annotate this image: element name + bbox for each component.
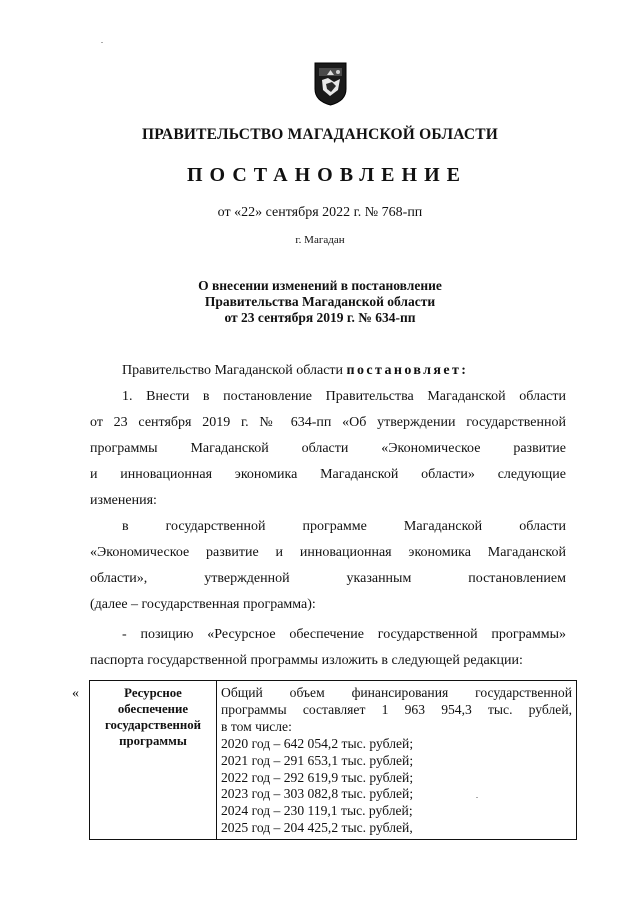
intro-text: Правительство Магаданской области <box>122 363 344 378</box>
paragraph-line: изменения: <box>90 493 157 508</box>
document-subject <box>0 278 640 326</box>
year-funding-line: 2020 год – 642 054,2 тыс. рублей; <box>221 735 414 751</box>
document-type: ПОСТАНОВЛЕНИЕ <box>187 164 467 186</box>
paragraph-line: в государственной программе Магаданской области <box>122 519 566 534</box>
issue-city: г. Магадан <box>295 234 345 246</box>
scan-speck <box>476 797 478 798</box>
paragraph-line: от 23 сентября 2019 г. № 634-пп «Об утверждении государственной <box>90 415 566 430</box>
document-date-number: от «22» сентября 2022 г. № 768-пп <box>217 205 423 220</box>
intro-paragraph <box>122 358 566 384</box>
year-funding-line: 2025 год – 204 425,2 тыс. рублей, <box>221 820 413 836</box>
paragraph-line: программы Магаданской области «Экономическое развитие <box>90 441 566 456</box>
magadan-coat-of-arms-icon <box>314 62 347 106</box>
paragraph-line: и инновационная экономика Магаданской области» следующие <box>90 467 566 482</box>
subject-line: О внесении изменений в постановление <box>198 278 442 293</box>
paragraph-line: паспорта государственной программы изложить в следующей редакции: <box>90 653 523 668</box>
clause-paragraph <box>90 514 566 618</box>
subject-line: от 23 сентября 2019 г. № 634-пп <box>224 310 416 325</box>
item-1-paragraph <box>90 384 566 514</box>
subject-line: Правительства Магаданской области <box>204 294 436 309</box>
resource-intro-line: программы составляет 1 963 954,3 тыс. рублей, <box>221 701 572 717</box>
paragraph-line: (далее – государственная программа): <box>90 597 316 612</box>
organization-name: ПРАВИТЕЛЬСТВО МАГАДАНСКОЙ ОБЛАСТИ <box>141 126 499 143</box>
year-funding-line: 2024 год – 230 119,1 тыс. рублей; <box>221 803 413 819</box>
year-funding-line: 2023 год – 303 082,8 тыс. рублей; <box>221 786 414 802</box>
year-funding-line: 2021 год – 291 653,1 тыс. рублей; <box>221 752 414 768</box>
resource-intro-line: в том числе: <box>221 718 292 734</box>
paragraph-line: - позицию «Ресурсное обеспечение государственной программы» <box>122 627 566 642</box>
paragraph-line: 1. Внести в постановление Правительства Магаданской области <box>122 389 566 404</box>
position-paragraph <box>90 622 566 674</box>
resource-heading-cell: Ресурсное обеспечение государственной программы <box>90 681 217 840</box>
resource-details-cell <box>217 681 577 840</box>
table-row <box>90 681 577 840</box>
paragraph-line: области», утвержденной указанным постановлением <box>90 571 566 586</box>
opening-quote: « <box>72 686 79 701</box>
resource-intro-line: Общий объем финансирования государственной <box>221 685 572 700</box>
intro-action: постановляет: <box>346 363 469 378</box>
paragraph-line: «Экономическое развитие и инновационная экономика Магаданской <box>90 545 566 560</box>
year-funding-line: 2022 год – 292 619,9 тыс. рублей; <box>221 769 414 785</box>
scan-speck <box>101 42 103 43</box>
resource-table <box>89 680 577 840</box>
